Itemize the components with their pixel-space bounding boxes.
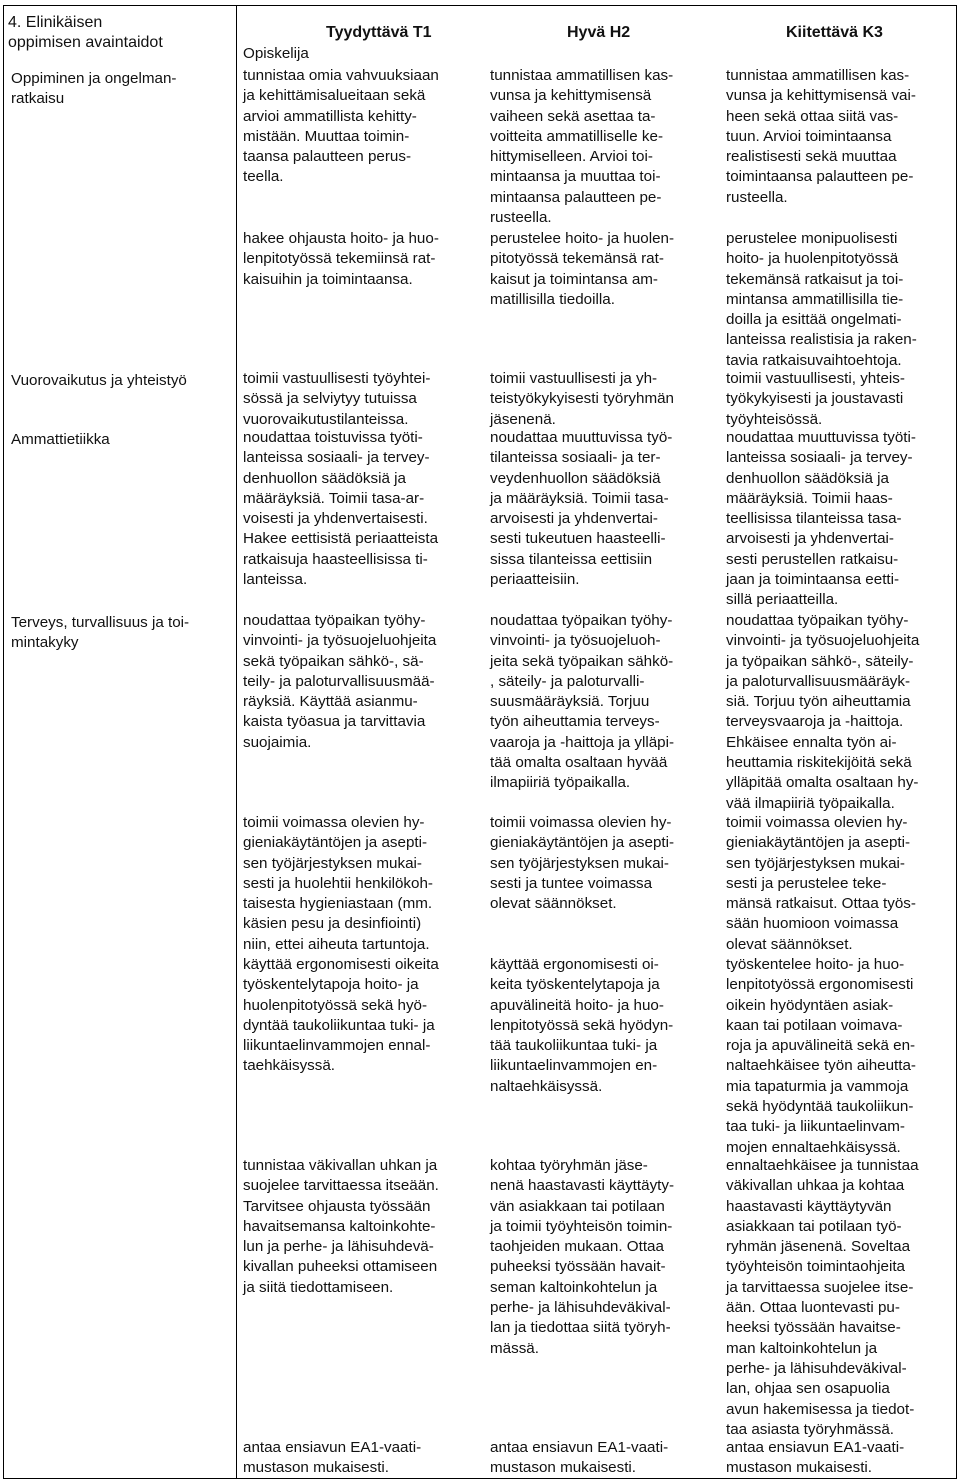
r5-k3: noudattaa työpaikan työhy- vinvointi- ja työsuojeluohjeita ja työpaikan sähkö-, säteily- ja paloturvallisuusmääräyk- siä. Torjuu työn aiheuttamia terveysvaaroja ja -haittoja. Ehkäisee ennalta työn ai- heuttamia riskitekijöitä sekä ylläpitää omalta osaltaan hy- vää ilmapiiriä työpaikalla. bbox=[726, 612, 920, 812]
r9-k3: antaa ensiavun EA1-vaati- mustason mukaisesti. bbox=[726, 1439, 905, 1477]
r7-k3: työskentelee hoito- ja huo- lenpitotyössä ergonomisesti oikein hyödyntäen asiak- kaan tai potilaan voimava- roja ja apuvälineitä sekä en- naltaehkäisee työn aiheutta- mia tapaturmia ja vammoja sekä hyödyntää taukoliikun- taa tuki- ja liikuntaelinvam- mojen ennaltaehkäisyssä. bbox=[726, 956, 916, 1156]
r9-t1: antaa ensiavun EA1-vaati- mustason mukaisesti. bbox=[243, 1439, 422, 1477]
r4-k3: noudattaa muuttuvissa työti- lanteissa sosiaali- ja tervey- denhuollon säädöksiä ja määräyksiä. Toimii haas- teellisissa tilanteissa tasa- arvoisesti ja yhdenvertai- sesti perustellen ratkaisu- jaan ja toimintaansa eetti- sillä periaatteilla. bbox=[726, 429, 916, 609]
r2-k3: perustelee monipuolisesti hoito- ja huolenpitotyössä tekemänsä ratkaisut ja toi- mintansa ammatillisilla tie- doilla ja esittää ongelmati- lanteissa realistisia ja raken- tavia ratkaisuvaihtoehtoja. bbox=[726, 230, 917, 369]
r3-k3: toimii vastuullisesti, yhteis- työkykyisesti ja joustavasti työyhteisössä. bbox=[726, 370, 905, 428]
r9-h2: antaa ensiavun EA1-vaati- mustason mukaisesti. bbox=[490, 1439, 669, 1477]
r3-t1: toimii vastuullisesti työyhtei- sössä ja selviytyy tutuissa vuorovaikutustilanteissa. bbox=[243, 370, 431, 428]
criterion-oppiminen: Oppiminen ja ongelman- ratkaisu bbox=[11, 70, 177, 108]
criterion-ammattietiikka: Ammattietiikka bbox=[11, 431, 110, 448]
criterion-vuorovaikutus: Vuorovaikutus ja yhteistyö bbox=[11, 372, 187, 389]
r6-h2: toimii voimassa olevien hy- gieniakäytäntöjen ja asepti- sen työjärjestyksen mukai- sesti ja tuntee voimassa olevat säännökset. bbox=[490, 814, 675, 913]
r6-k3: toimii voimassa olevien hy- gieniakäytäntöjen ja asepti- sen työjärjestyksen mukai- sesti ja perustelee teke- mänsä ratkaisut. Ottaa työs- sään huomioon voimassa olevat säännökset. bbox=[726, 814, 916, 953]
r1-t1: tunnistaa omia vahvuuksiaan ja kehittämisalueitaan sekä arvioi ammatillista kehitty- mistään. Muuttaa toimin- taansa palautteen perus- teella. bbox=[243, 67, 439, 186]
table-border-right bbox=[956, 5, 957, 1478]
r2-t1: hakee ohjausta hoito- ja huo- lenpitotyössä tekemiinsä rat- kaisuihin ja toimintaansa. bbox=[243, 230, 439, 288]
r7-t1: käyttää ergonomisesti oikeita työskentelytapoja hoito- ja huolenpitotyössä sekä hyö- dyntää taukoliikuntaa tuki- ja liikuntaelinvammojen ennal- taehkäisyssä. bbox=[243, 956, 439, 1075]
column-header-t1: Tyydyttävä T1 bbox=[326, 24, 432, 41]
r8-t1: tunnistaa väkivallan uhkan ja suojelee tarvittaessa itseään. Tarvitsee ohjausta työssään havaitsemansa kaltoinkohte- lun ja perhe- ja lähisuhdevä- kivallan puheeksi ottamiseen ja siitä tiedottamiseen. bbox=[243, 1157, 439, 1296]
r1-k3: tunnistaa ammatillisen kas- vunsa ja kehittymisensä vai- heen sekä ottaa siitä vas- tuun. Arvioi toimintaansa realistisesti sekä muuttaa toimintaansa palautteen pe- rusteella. bbox=[726, 67, 916, 206]
column-header-h2: Hyvä H2 bbox=[567, 24, 631, 41]
r1-h2: tunnistaa ammatillisen kas- vunsa ja kehittymisensä vaiheen sekä asettaa ta- voitteita ammatilliselle ke- hittymiselleen. Arvioi toi- mintaansa ja muuttaa toi- mintaansa palautteen pe- rusteella. bbox=[490, 67, 674, 227]
r7-h2: käyttää ergonomisesti oi- keita työskentelytapoja ja apuvälineitä hoito- ja huo- lenpitotyössä sekä hyödyn- tää taukoliikuntaa tuki- ja liikuntaelinvammojen en- naltaehkäisyssä. bbox=[490, 956, 674, 1095]
r5-h2: noudattaa työpaikan työhy- vinvointi- ja työsuojeluoh- jeita sekä työpaikan sähkö- , säteily- ja paloturvalli- suusmääräyksiä. Torjuu työn aiheuttamia terveys- vaaroja ja -haittoja ja ylläpi- tää omalta osaltaan hyvää ilmapiiriä työpaikalla. bbox=[490, 612, 675, 792]
r2-h2: perustelee hoito- ja huolen- pitotyössä tekemänsä rat- kaisut ja toimintansa am- matillisilla tiedoilla. bbox=[490, 230, 675, 308]
r8-k3: ennaltaehkäisee ja tunnistaa väkivallan uhkaa ja kohtaa haastavasti käyttäytyvän asiakkaan tai potilaan työ- ryhmän jäsenenä. Soveltaa työyhteisön toimintaohjeita ja tarvittaessa suojelee itse- ään. Ottaa luontevasti pu- heeksi työssään havaitse- man kaltoinkohtelun ja perhe- ja lähisuhdeväkival- lan, ohjaa sen osapuolia avun hakemisessa ja tiedot- taa asiasta työryhmässä. bbox=[726, 1157, 919, 1438]
column-divider-1 bbox=[236, 5, 237, 1478]
r8-h2: kohtaa työryhmän jäse- nenä haastavasti käyttäyty- vän asiakkaan tai potilaan ja toimii työyhteisön toimin- taohjeiden mukaan. Ottaa puheeksi työssään havait- seman kaltoinkohtelun ja perhe- ja lähisuhdeväkival- lan ja tiedottaa siitä työryh- mässä. bbox=[490, 1157, 675, 1357]
table-border-left bbox=[3, 5, 4, 1478]
r4-h2: noudattaa muuttuvissa työ- tilanteissa sosiaali- ja ter- veydenhuollon säädöksiä ja määräyksiä. Toimii tasa- arvoisesti ja yhdenvertai- sesti tukeutuen haasteelli- sissa tilanteissa eettisiin periaatteisiin. bbox=[490, 429, 673, 589]
table-border-top bbox=[3, 5, 957, 6]
column-subheader: Opiskelija bbox=[243, 45, 309, 62]
r5-t1: noudattaa työpaikan työhy- vinvointi- ja työsuojeluohjeita sekä työpaikan sähkö-, sä- teily- ja paloturvallisuusmää- räyksiä. Käyttää asianmu- kaista työasua ja tarvittavia suojaimia. bbox=[243, 612, 437, 751]
r3-h2: toimii vastuullisesti ja yh- teistyökykyisesti työryhmän jäsenenä. bbox=[490, 370, 674, 428]
criterion-terveys: Terveys, turvallisuus ja toi- mintakyky bbox=[11, 614, 190, 652]
table-corner-title: 4. Elinikäisen oppimisen avaintaidot bbox=[8, 14, 163, 51]
column-header-k3: Kiitettävä K3 bbox=[786, 24, 883, 41]
r4-t1: noudattaa toistuvissa työti- lanteissa sosiaali- ja tervey- denhuollon säädöksiä ja määräyksiä. Toimii tasa-ar- voisesti ja yhdenvertaisesti. Hakee eettisistä periaatteista ratkaisuja haasteellisissa ti- lanteissa. bbox=[243, 429, 439, 589]
r6-t1: toimii voimassa olevien hy- gieniakäytäntöjen ja asepti- sen työjärjestyksen mukai- sesti ja huolehtii henkilökoh- taisesta hygieniastaan (mm. käsien pesu ja desinfiointi) niin, ettei aiheuta tartuntoja. bbox=[243, 814, 433, 953]
